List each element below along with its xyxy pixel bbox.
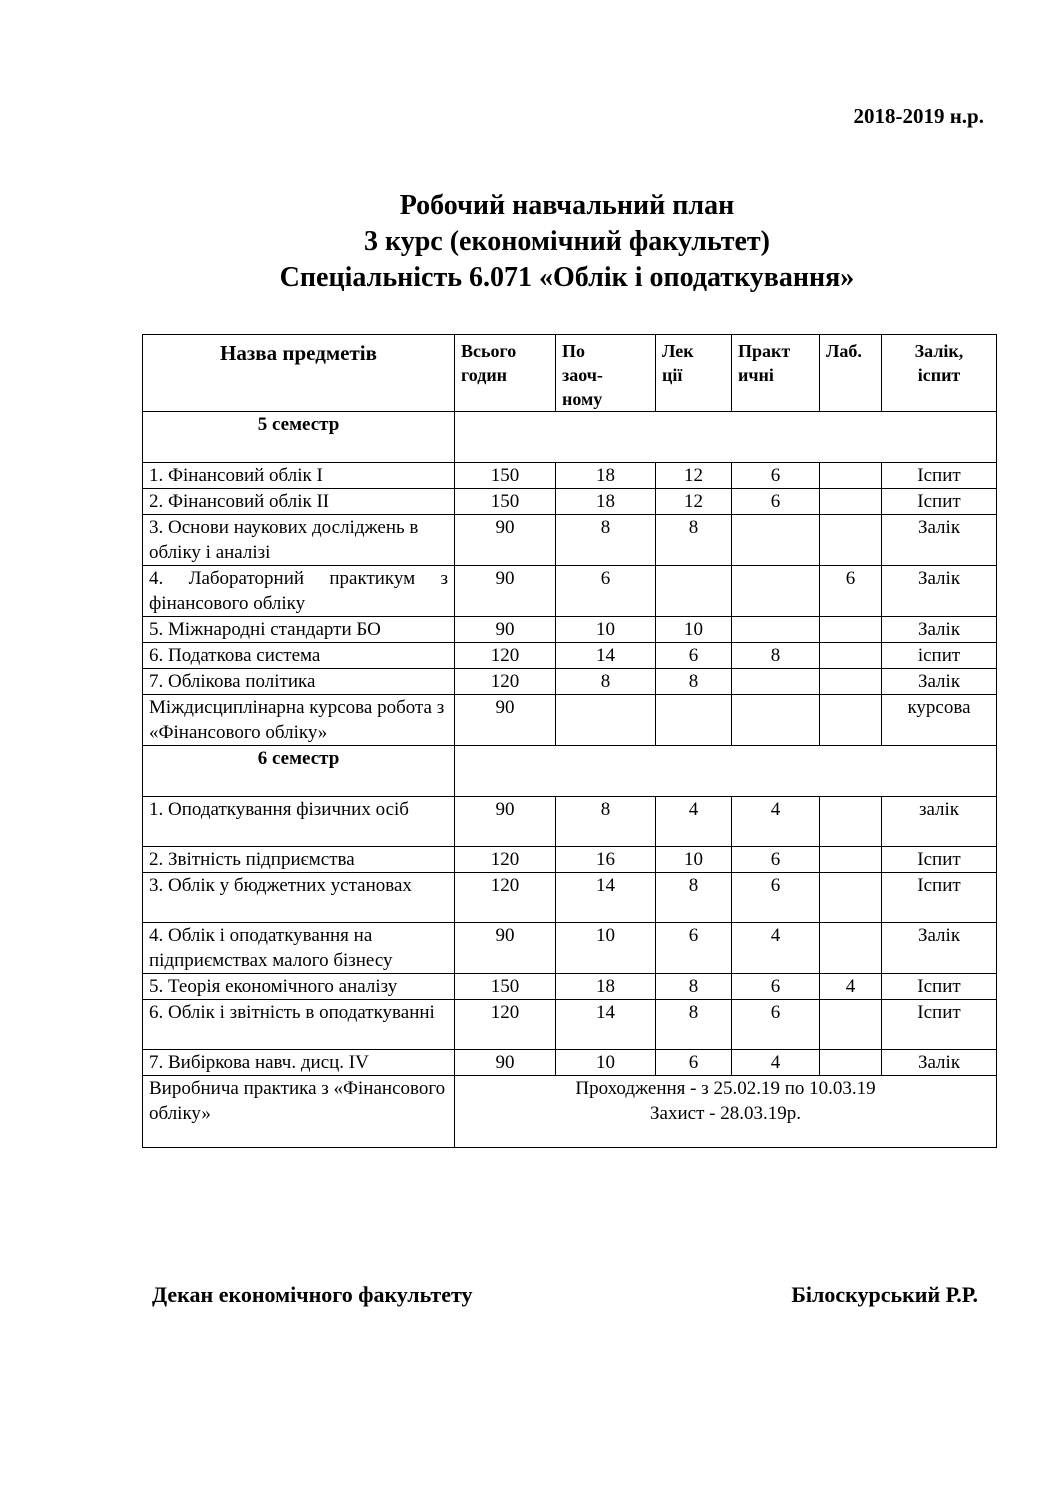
table-row — [143, 923, 997, 974]
value-cell: 90 — [455, 617, 556, 643]
subject-cell: 7. Вибіркова навч. дисц. IV — [143, 1050, 455, 1076]
subject-cell: 7. Облікова політика — [143, 669, 455, 695]
value-cell: Залік — [882, 617, 997, 643]
value-cell: 10 — [556, 617, 656, 643]
value-cell: 8 — [656, 669, 732, 695]
value-cell — [656, 695, 732, 746]
value-cell: 8 — [556, 797, 656, 847]
semester-6-blank — [455, 746, 997, 797]
value-cell: Залік — [882, 923, 997, 974]
value-cell: 120 — [455, 643, 556, 669]
subject-cell: 2. Фінансовий облік ІІ — [143, 489, 455, 515]
value-cell: 10 — [656, 847, 732, 873]
value-cell — [820, 669, 882, 695]
value-cell: 6 — [556, 566, 656, 617]
value-cell: 8 — [656, 515, 732, 566]
value-cell: 6 — [656, 923, 732, 974]
value-cell: 14 — [556, 1000, 656, 1050]
value-cell: 6 — [656, 643, 732, 669]
value-cell: курсова — [882, 695, 997, 746]
value-cell: 90 — [455, 1050, 556, 1076]
value-cell: 150 — [455, 463, 556, 489]
value-cell — [820, 847, 882, 873]
subject-cell: 2. Звітність підприємства — [143, 847, 455, 873]
value-cell: 6 — [732, 489, 820, 515]
subject-cell: 1. Оподаткування фізичних осіб — [143, 797, 455, 847]
value-cell — [820, 797, 882, 847]
value-cell: 14 — [556, 643, 656, 669]
value-cell: Іспит — [882, 489, 997, 515]
value-cell: Іспит — [882, 873, 997, 923]
value-cell: Залік — [882, 566, 997, 617]
value-cell — [820, 695, 882, 746]
subject-cell: 5. Міжнародні стандарти БО — [143, 617, 455, 643]
table-row — [143, 669, 997, 695]
subject-cell: 3. Облік у бюджетних установах — [143, 873, 455, 923]
table-row — [143, 643, 997, 669]
practice-name: Виробнича практика з «Фінансового обліку» — [143, 1076, 455, 1148]
value-cell: 4 — [732, 797, 820, 847]
value-cell — [732, 669, 820, 695]
title-line-2: 3 курс (економічний факультет) — [363, 226, 770, 257]
semester-5-row — [143, 412, 997, 463]
semester-5-blank — [455, 412, 997, 463]
value-cell — [820, 617, 882, 643]
value-cell: Залік — [882, 1050, 997, 1076]
value-cell: 6 — [732, 463, 820, 489]
value-cell: Іспит — [882, 1000, 997, 1050]
header-practical: Практ ичні — [732, 335, 820, 412]
value-cell — [820, 873, 882, 923]
value-cell — [732, 617, 820, 643]
table-row — [143, 566, 997, 617]
value-cell: 90 — [455, 566, 556, 617]
value-cell: 6 — [732, 847, 820, 873]
header-lab: Лаб. — [820, 335, 882, 412]
subject-cell: 4. Облік і оподаткування на підприємствах малого бізнесу — [143, 923, 455, 974]
value-cell: 6 — [656, 1050, 732, 1076]
table-row — [143, 695, 997, 746]
semester-5-label: 5 семестр — [143, 412, 455, 463]
value-cell: 8 — [556, 669, 656, 695]
subject-cell: 5. Теорія економічного аналізу — [143, 974, 455, 1000]
table-row — [143, 617, 997, 643]
value-cell: 4 — [820, 974, 882, 1000]
value-cell: залік — [882, 797, 997, 847]
header-name: Назва предметів — [143, 335, 455, 412]
semester-6-label: 6 семестр — [143, 746, 455, 797]
value-cell: 8 — [732, 643, 820, 669]
value-cell — [732, 515, 820, 566]
value-cell: 8 — [656, 873, 732, 923]
value-cell: 18 — [556, 974, 656, 1000]
value-cell: 120 — [455, 669, 556, 695]
value-cell: 150 — [455, 489, 556, 515]
value-cell: 10 — [556, 1050, 656, 1076]
value-cell: 18 — [556, 489, 656, 515]
semester-6-row — [143, 746, 997, 797]
value-cell: 12 — [656, 463, 732, 489]
value-cell: 8 — [656, 974, 732, 1000]
value-cell: 8 — [656, 1000, 732, 1050]
value-cell: 90 — [455, 515, 556, 566]
table-row — [143, 489, 997, 515]
value-cell: Іспит — [882, 974, 997, 1000]
value-cell: 120 — [455, 1000, 556, 1050]
value-cell: Залік — [882, 515, 997, 566]
value-cell — [820, 923, 882, 974]
subject-cell: 4. Лабораторний практикум з фінансового обліку — [143, 566, 455, 617]
value-cell — [820, 463, 882, 489]
value-cell — [820, 515, 882, 566]
subject-cell: 1. Фінансовий облік І — [143, 463, 455, 489]
value-cell: 4 — [656, 797, 732, 847]
header-total: Всього годин — [455, 335, 556, 412]
table-row — [143, 797, 997, 847]
header-extramural: По заоч- ному — [556, 335, 656, 412]
value-cell: 12 — [656, 489, 732, 515]
value-cell — [820, 489, 882, 515]
value-cell — [656, 566, 732, 617]
title-line-3: Спеціальність 6.071 «Облік і оподаткування» — [279, 262, 855, 293]
table-row — [143, 873, 997, 923]
subject-cell: Міждисциплінарна курсова робота з «Фінансового обліку» — [143, 695, 455, 746]
table-row — [143, 847, 997, 873]
value-cell — [820, 643, 882, 669]
value-cell — [732, 566, 820, 617]
value-cell: 14 — [556, 873, 656, 923]
header-assessment: Залік, іспит — [882, 335, 997, 412]
value-cell: 150 — [455, 974, 556, 1000]
value-cell: 6 — [820, 566, 882, 617]
value-cell: іспит — [882, 643, 997, 669]
dean-title: Декан економічного факультету — [152, 1282, 473, 1307]
table-header-row — [143, 335, 997, 412]
value-cell: 90 — [455, 695, 556, 746]
practice-period: Проходження - з 25.02.19 по 10.03.19 — [575, 1078, 876, 1099]
value-cell: 90 — [455, 797, 556, 847]
table-row — [143, 974, 997, 1000]
value-cell: 6 — [732, 1000, 820, 1050]
title-line-1: Робочий навчальний план — [399, 190, 735, 221]
value-cell: 90 — [455, 923, 556, 974]
academic-year: 2018-2019 н.р. — [853, 104, 984, 128]
value-cell: 6 — [732, 974, 820, 1000]
value-cell — [820, 1000, 882, 1050]
value-cell: 120 — [455, 847, 556, 873]
table-row — [143, 1050, 997, 1076]
value-cell: 4 — [732, 923, 820, 974]
practice-row — [143, 1076, 997, 1148]
table-row — [143, 1000, 997, 1050]
table-row — [143, 463, 997, 489]
dean-name: Білоскурський Р.Р. — [791, 1282, 978, 1307]
curriculum-table — [142, 334, 997, 1148]
value-cell: 6 — [732, 873, 820, 923]
subject-cell: 3. Основи наукових досліджень в обліку і аналізі — [143, 515, 455, 566]
value-cell: Іспит — [882, 463, 997, 489]
subject-cell: 6. Податкова система — [143, 643, 455, 669]
value-cell: 18 — [556, 463, 656, 489]
value-cell: Іспит — [882, 847, 997, 873]
value-cell: 10 — [556, 923, 656, 974]
value-cell: Залік — [882, 669, 997, 695]
value-cell: 16 — [556, 847, 656, 873]
value-cell — [556, 695, 656, 746]
value-cell: 120 — [455, 873, 556, 923]
value-cell: 8 — [556, 515, 656, 566]
value-cell — [732, 695, 820, 746]
header-lectures: Лек ції — [656, 335, 732, 412]
value-cell — [820, 1050, 882, 1076]
value-cell: 10 — [656, 617, 732, 643]
practice-dates — [455, 1076, 997, 1148]
table-row — [143, 515, 997, 566]
subject-cell: 6. Облік і звітність в оподаткуванні — [143, 1000, 455, 1050]
value-cell: 4 — [732, 1050, 820, 1076]
practice-defense: Захист - 28.03.19р. — [650, 1103, 801, 1124]
document-title — [0, 188, 1058, 296]
